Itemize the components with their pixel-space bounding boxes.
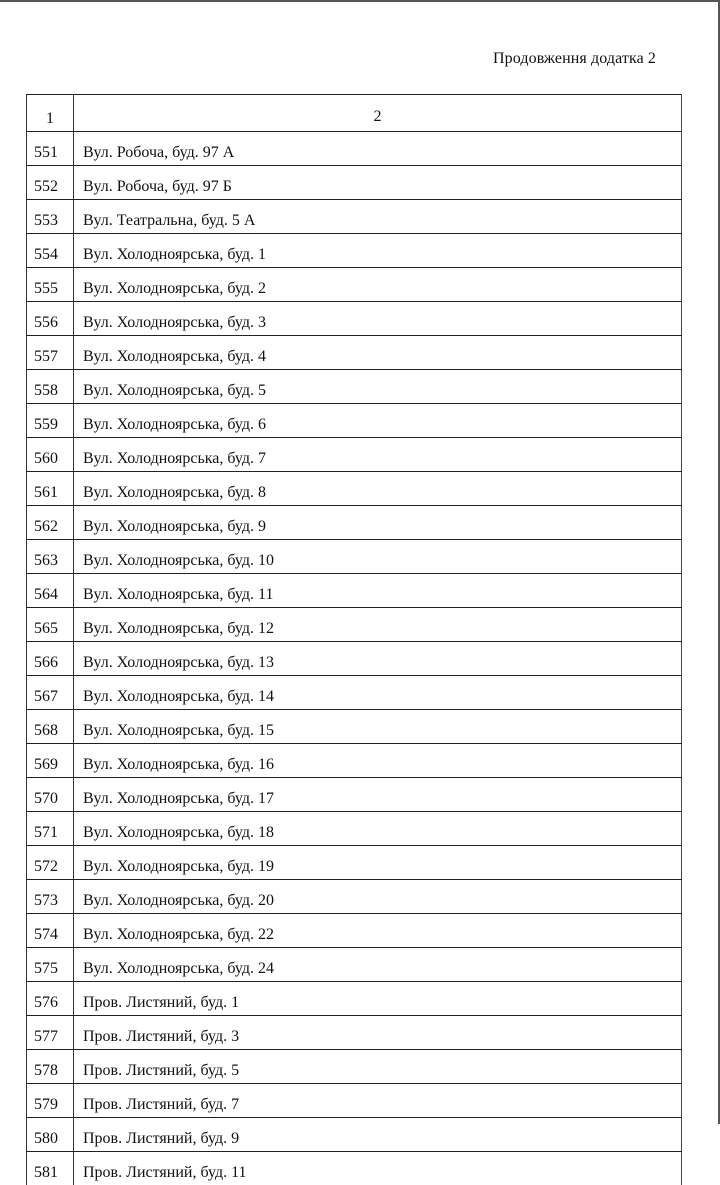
column-header-2: 2 (74, 95, 682, 132)
row-address: Вул. Холодноярська, буд. 14 (74, 676, 682, 710)
row-number: 580 (27, 1118, 74, 1152)
table-row (27, 642, 682, 676)
table-row (27, 1050, 682, 1084)
table-row (27, 1084, 682, 1118)
row-address: Вул. Холодноярська, буд. 12 (74, 608, 682, 642)
page-header: Продовження додатка 2 (493, 50, 656, 68)
table-row (27, 370, 682, 404)
table-row (27, 1118, 682, 1152)
row-address: Вул. Холодноярська, буд. 1 (74, 234, 682, 268)
row-address: Пров. Листяний, буд. 3 (74, 1016, 682, 1050)
table-header-row (27, 95, 682, 132)
table-row (27, 914, 682, 948)
row-address: Вул. Холодноярська, буд. 19 (74, 846, 682, 880)
table-row (27, 234, 682, 268)
address-table (26, 94, 682, 1185)
table-row (27, 744, 682, 778)
row-number: 569 (27, 744, 74, 778)
row-address: Вул. Холодноярська, буд. 2 (74, 268, 682, 302)
row-address: Вул. Холодноярська, буд. 6 (74, 404, 682, 438)
table-row (27, 540, 682, 574)
row-number: 576 (27, 982, 74, 1016)
row-address: Вул. Театральна, буд. 5 А (74, 200, 682, 234)
table-row (27, 1016, 682, 1050)
table-row (27, 336, 682, 370)
row-address: Вул. Холодноярська, буд. 8 (74, 472, 682, 506)
row-number: 581 (27, 1152, 74, 1185)
row-address: Вул. Холодноярська, буд. 16 (74, 744, 682, 778)
table-row (27, 880, 682, 914)
row-number: 562 (27, 506, 74, 540)
row-address: Вул. Холодноярська, буд. 20 (74, 880, 682, 914)
row-number: 561 (27, 472, 74, 506)
row-number: 573 (27, 880, 74, 914)
row-number: 554 (27, 234, 74, 268)
row-number: 566 (27, 642, 74, 676)
row-number: 563 (27, 540, 74, 574)
row-address: Вул. Холодноярська, буд. 11 (74, 574, 682, 608)
row-number: 553 (27, 200, 74, 234)
table-body (27, 95, 682, 1185)
row-address: Вул. Холодноярська, буд. 5 (74, 370, 682, 404)
row-number: 555 (27, 268, 74, 302)
table-row (27, 778, 682, 812)
row-address: Пров. Листяний, буд. 5 (74, 1050, 682, 1084)
row-address: Вул. Холодноярська, буд. 7 (74, 438, 682, 472)
row-address: Вул. Холодноярська, буд. 10 (74, 540, 682, 574)
table-row (27, 472, 682, 506)
row-address: Вул. Холодноярська, буд. 22 (74, 914, 682, 948)
row-number: 578 (27, 1050, 74, 1084)
table-row (27, 166, 682, 200)
row-number: 567 (27, 676, 74, 710)
row-address: Вул. Холодноярська, буд. 13 (74, 642, 682, 676)
row-number: 556 (27, 302, 74, 336)
table-row (27, 506, 682, 540)
row-address: Пров. Листяний, буд. 11 (74, 1152, 682, 1185)
column-header-1: 1 (27, 95, 74, 132)
row-number: 564 (27, 574, 74, 608)
table-row (27, 200, 682, 234)
row-address: Пров. Листяний, буд. 9 (74, 1118, 682, 1152)
row-address: Вул. Робоча, буд. 97 Б (74, 166, 682, 200)
row-number: 565 (27, 608, 74, 642)
table-row (27, 404, 682, 438)
row-address: Вул. Холодноярська, буд. 3 (74, 302, 682, 336)
row-number: 575 (27, 948, 74, 982)
row-address: Вул. Холодноярська, буд. 24 (74, 948, 682, 982)
table-row (27, 948, 682, 982)
table-row (27, 608, 682, 642)
table-row (27, 812, 682, 846)
row-address: Вул. Холодноярська, буд. 17 (74, 778, 682, 812)
table-row (27, 132, 682, 166)
row-address: Вул. Холодноярська, буд. 4 (74, 336, 682, 370)
table-row (27, 438, 682, 472)
row-address: Пров. Листяний, буд. 1 (74, 982, 682, 1016)
row-address: Вул. Холодноярська, буд. 15 (74, 710, 682, 744)
row-address: Пров. Листяний, буд. 7 (74, 1084, 682, 1118)
row-number: 559 (27, 404, 74, 438)
table-row (27, 710, 682, 744)
row-number: 551 (27, 132, 74, 166)
row-number: 558 (27, 370, 74, 404)
row-number: 579 (27, 1084, 74, 1118)
table-row (27, 1152, 682, 1185)
row-address: Вул. Холодноярська, буд. 18 (74, 812, 682, 846)
row-number: 577 (27, 1016, 74, 1050)
table-row (27, 982, 682, 1016)
row-number: 560 (27, 438, 74, 472)
row-number: 552 (27, 166, 74, 200)
row-number: 557 (27, 336, 74, 370)
row-number: 570 (27, 778, 74, 812)
table-row (27, 268, 682, 302)
table-row (27, 574, 682, 608)
row-address: Вул. Холодноярська, буд. 9 (74, 506, 682, 540)
row-number: 574 (27, 914, 74, 948)
row-address: Вул. Робоча, буд. 97 А (74, 132, 682, 166)
table-row (27, 302, 682, 336)
row-number: 568 (27, 710, 74, 744)
row-number: 571 (27, 812, 74, 846)
table-row (27, 676, 682, 710)
table-row (27, 846, 682, 880)
row-number: 572 (27, 846, 74, 880)
